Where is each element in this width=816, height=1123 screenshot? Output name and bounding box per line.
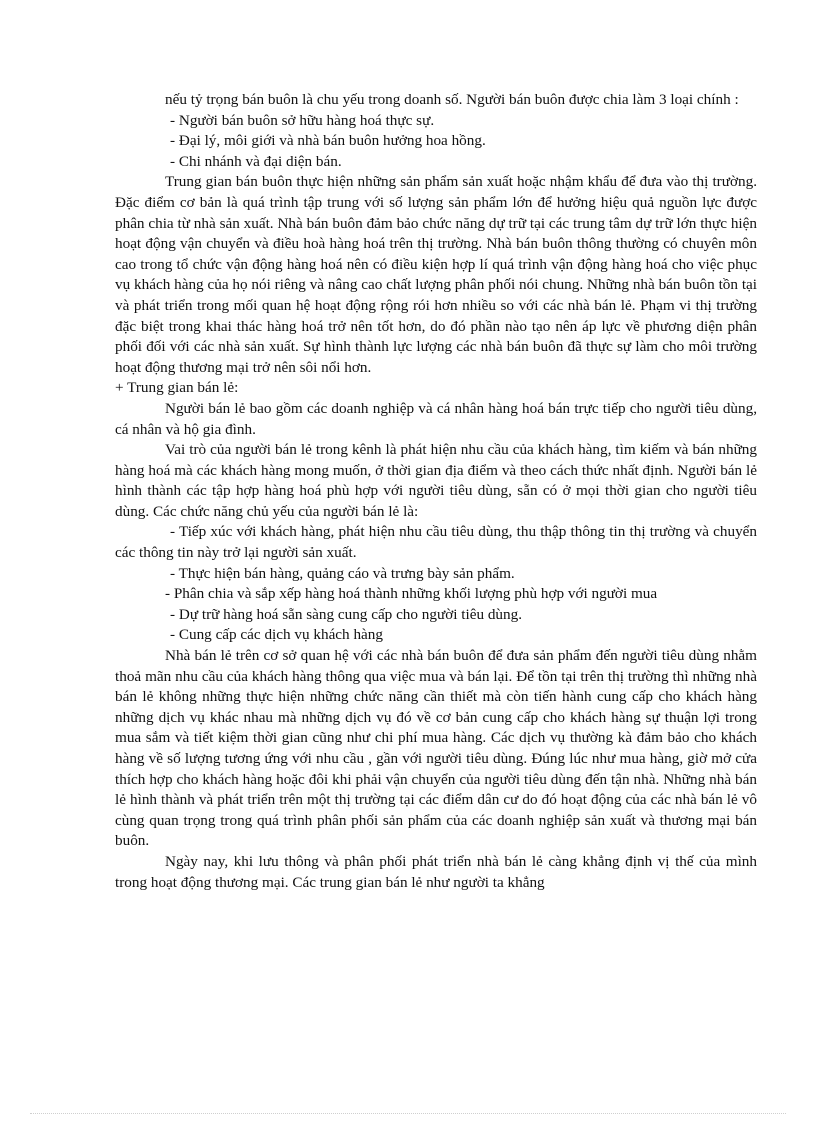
list-item-branch-office: - Chi nhánh và đại diện bán. [170,152,342,170]
list-item-wholesale-owner: - Người bán buôn sở hữu hàng hoá thực sự. [170,111,435,129]
list-item-stock: - Dự trữ hàng hoá sẵn sàng cung cấp cho người tiêu dùng. [170,605,523,623]
paragraph-wholesale-intermediary: Trung gian bán buôn thực hiện những sản phẩm sản xuất hoặc nhậm khẩu để đưa vào thị trường. Đặc điểm cơ bản là quá trình tập trung với số lượng sản phẩm lớn để hưởng hiệu quả nguồn lực được phân chia từ nhà sản xuất. Nhà bán buôn đảm bảo chức năng dự trữ tại các trung tâm dự trữ lớn thực hiện hoạt động vận chuyển và điều hoà hàng hoá trên thị trường. Nhà bán buôn thông thường có chuyên môn cao trong tổ chức vận động hàng hoá nên có điều kiện hợp lí quá trình vận động hàng hoá cho việc phục vụ khách hàng của họ nói riêng và nâng cao chất lượng phân phối nói chung. Những nhà bán buôn tồn tại và phát triển trong mối quan hệ hoạt động rộng rói hơn nhiều so với các nhà bán lẻ. Phạm vi thị trường đặc biệt trong khai thác hàng hoá trở nên tốt hơn, do đó phần nào tạo nên áp lực về phương diện phân phối đối với các nhà sản xuất. Sự hình thành lực lượng các nhà bán buôn đã thực sự làm cho môi trường hoạt động thương mại trở nên sôi nổi hơn. [115,173,757,376]
paragraph-intro: nếu tỷ trọng bán buôn là chu yếu trong doanh số. Người bán buôn được chia làm 3 loại chính : [165,91,739,108]
paragraph-retail-role: Vai trò của người bán lẻ trong kênh là phát hiện nhu cầu của khách hàng, tìm kiếm và bán những hàng hoá mà các khách hàng mong muốn, ở thời gian địa điểm và theo cách thức nhất định. Người bán lẻ hình thành các tập hợp hàng hoá phù hợp với người tiêu dùng, sẵn có ở mọi thời gian cho người tiêu dùng. Các chức năng chủ yếu của người bán lẻ là: [115,441,757,520]
list-item-services: - Cung cấp các dịch vụ khách hàng [170,626,383,644]
document-body [115,90,757,893]
paragraph-retailer-today: Ngày nay, khi lưu thông và phân phối phát triển nhà bán lẻ càng khẳng định vị thế của mình trong hoạt động thương mại. Các trung gian bán lẻ như người ta khẳng [115,852,757,891]
paragraph-retail-definition: Người bán lẻ bao gồm các doanh nghiệp và cá nhân hàng hoá bán trực tiếp cho người tiêu dùng, cá nhân và hộ gia đình. [115,399,757,438]
paragraph-retailer-relations: Nhà bán lẻ trên cơ sở quan hệ với các nhà bán buôn để đưa sản phẩm đến người tiêu dùng nhằm thoả mãn nhu cầu của khách hàng thông qua việc mua và bán lại. Để tồn tại trên thị trường thì những nhà bán lẻ không những thực hiện những chức năng cần thiết mà còn tiến hành cung cấp cho khách hàng những dịch vụ khác nhau mà những dịch vụ đó về cơ bản cung cấp cho khách hàng sự thuận lợi trong mua sắm và tiết kiệm thời gian cũng như chi phí mua hàng. Các dịch vụ thường kà đảm bảo cho khách hàng về số lượng tương ứng với nhu cầu , gần với người tiêu dùng. Đúng lúc như mua hàng, giờ mở cửa thích hợp cho khách hàng hoặc đôi khi phải vận chuyển của người tiêu dùng đến tận nhà. Những nhà bán lẻ hình thành và phát triển trên một thị trường tại các điểm dân cư do đó hoạt động của các nhà bán lẻ vô cùng quan trọng trong quá trình phân phối sản phẩm của các doanh nghiệp sản xuất và thương mại bán buôn. [115,647,757,850]
list-item-customer-contact: - Tiếp xúc với khách hàng, phát hiện nhu cầu tiêu dùng, thu thập thông tin thị trường và chuyển các thông tin này trở lại người sản xuất. [115,523,757,562]
list-item-sorting: - Phân chia và sắp xếp hàng hoá thành những khối lượng phù hợp với người mua [165,585,658,603]
list-item-agent-broker: - Đại lý, môi giới và nhà bán buôn hưởng hoa hồng. [170,132,486,150]
page-bottom-rule [30,1113,786,1114]
section-heading-retail: + Trung gian bán lẻ: [115,379,239,397]
list-item-sales-promotion: - Thực hiện bán hàng, quảng cáo và trưng bày sản phẩm. [170,564,515,582]
